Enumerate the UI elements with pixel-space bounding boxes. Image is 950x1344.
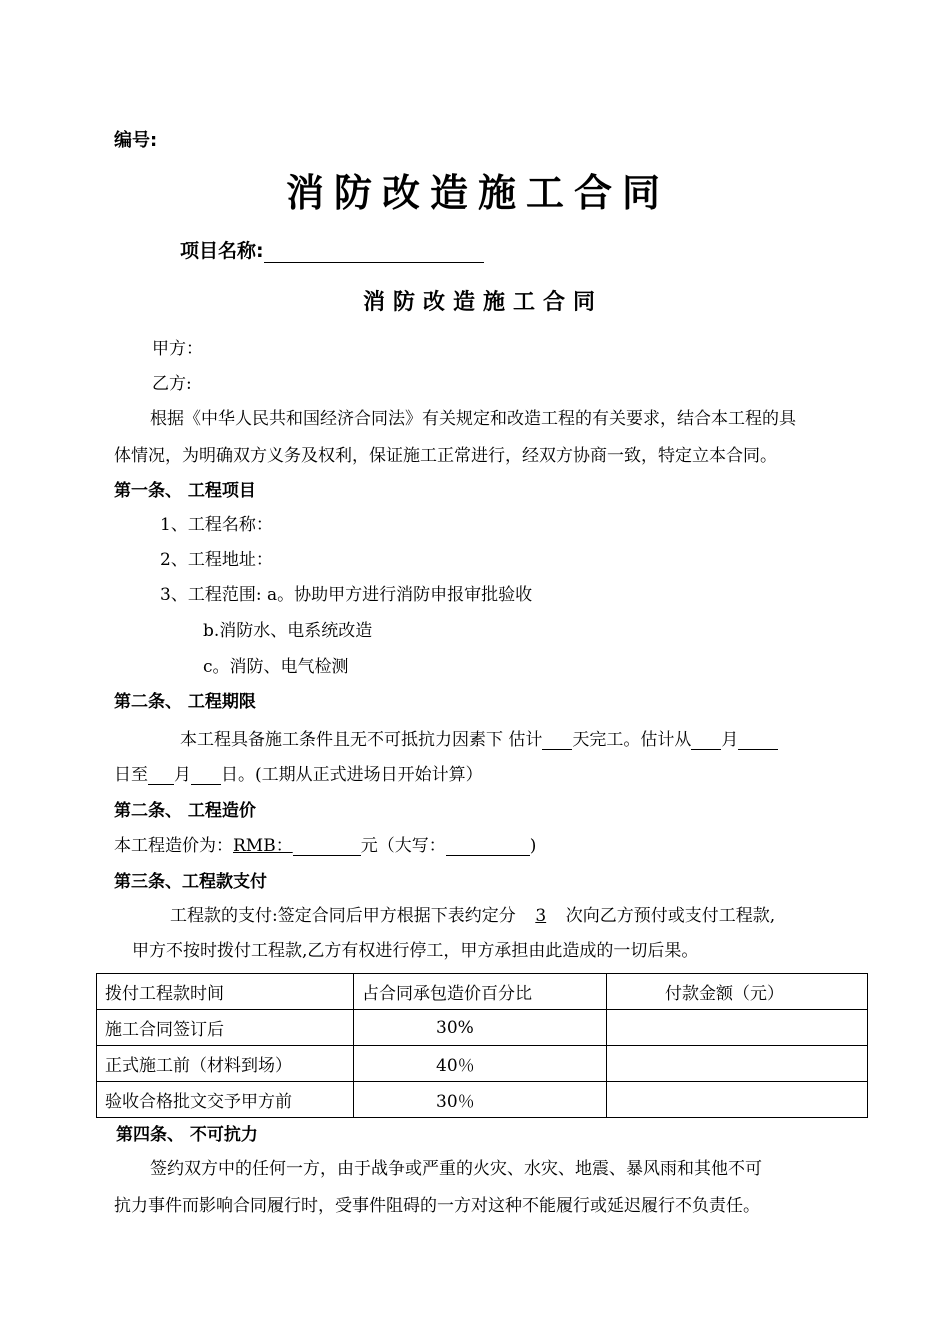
article-1-item-3c: c。消防、电气检测 bbox=[203, 657, 349, 677]
article-1-item-3b: b.消防水、电系统改造 bbox=[203, 621, 373, 641]
project-name-blank bbox=[264, 244, 484, 263]
article-3-line-2: 甲方不按时拨付工程款,乙方有权进行停工，甲方承担由此造成的一切后果。 bbox=[132, 941, 699, 961]
start-month-blank bbox=[691, 731, 721, 750]
article-1-item-1: 1、工程名称： bbox=[160, 515, 273, 535]
cost-prefix: 本工程造价为： bbox=[114, 836, 233, 856]
article-1-item-2: 2、工程地址： bbox=[160, 550, 273, 570]
article-4-line-2: 抗力事件而影响合同履行时，受事件阻碍的一方对这种不能履行或延迟履行不负责任。 bbox=[114, 1196, 760, 1216]
party-b: 乙方: bbox=[152, 374, 192, 394]
table-row bbox=[97, 1010, 868, 1046]
article-3-heading: 第三条、工程款支付 bbox=[114, 872, 267, 892]
payment-text-b: 次向乙方预付或支付工程款, bbox=[565, 906, 776, 926]
period-text-d: 日至 bbox=[114, 765, 148, 785]
party-a: 甲方： bbox=[152, 339, 203, 359]
start-day-blank bbox=[738, 731, 778, 750]
intro-line-1: 根据《中华人民共和国经济合同法》有关规定和改造工程的有关要求，结合本工程的具 bbox=[150, 409, 796, 429]
table-cell bbox=[607, 1082, 868, 1118]
table-row bbox=[97, 1082, 868, 1118]
table-cell: 验收合格批文交予甲方前 bbox=[97, 1082, 354, 1118]
contract-title: 消防改造施工合同 bbox=[286, 171, 671, 215]
header-cell: 占合同承包造价百分比 bbox=[354, 974, 607, 1010]
article-3-line-1 bbox=[170, 906, 775, 926]
end-month-blank bbox=[148, 766, 174, 785]
period-text-e: 月 bbox=[174, 765, 191, 785]
payment-text-a: 工程款的支付:签定合同后甲方根据下表约定分 bbox=[170, 906, 516, 926]
table-row bbox=[97, 1046, 868, 1082]
cost-words-blank bbox=[446, 837, 530, 856]
table-cell: 施工合同签订后 bbox=[97, 1010, 354, 1046]
cost-close: ) bbox=[529, 836, 537, 856]
cost-rmb: RMB： bbox=[233, 836, 293, 856]
project-name-label: 项目名称: bbox=[180, 240, 264, 262]
article-2-line-2 bbox=[114, 765, 483, 785]
article-2-heading: 第二条、 工程期限 bbox=[114, 692, 256, 712]
table-header-row bbox=[97, 974, 868, 1010]
table-cell: 40％ bbox=[354, 1046, 607, 1082]
table-cell bbox=[607, 1046, 868, 1082]
article-2b-heading: 第二条、 工程造价 bbox=[114, 801, 256, 821]
period-text-c: 月 bbox=[721, 730, 739, 750]
header-cell: 拨付工程款时间 bbox=[97, 974, 354, 1010]
period-text-b: 天完工。估计从 bbox=[572, 730, 692, 750]
project-name-row bbox=[180, 236, 484, 263]
article-4-line-1: 签约双方中的任何一方，由于战争或严重的火灾、水灾、地震、暴风雨和其他不可 bbox=[150, 1159, 762, 1179]
doc-number-label: 编号: bbox=[114, 130, 158, 151]
cost-unit: 元（大写： bbox=[360, 836, 446, 856]
table-cell: 正式施工前（材料到场） bbox=[97, 1046, 354, 1082]
cost-amount-blank bbox=[293, 837, 361, 856]
end-day-blank bbox=[191, 766, 221, 785]
period-text-f: 日。(工期从正式进场日开始计算） bbox=[221, 765, 483, 785]
installments-value: 3 bbox=[535, 906, 547, 926]
article-2-line-1 bbox=[180, 730, 778, 750]
payment-table bbox=[96, 973, 868, 1118]
article-1-heading: 第一条、 工程项目 bbox=[114, 481, 256, 501]
table-cell bbox=[607, 1010, 868, 1046]
table-cell: 30% bbox=[354, 1010, 607, 1046]
header-cell: 付款金额（元） bbox=[607, 974, 868, 1010]
table-cell: 30％ bbox=[354, 1082, 607, 1118]
intro-line-2: 体情况，为明确双方义务及权利，保证施工正常进行，经双方协商一致，特定立本合同。 bbox=[114, 446, 777, 466]
days-blank bbox=[542, 731, 572, 750]
period-text-a: 本工程具备施工条件且无不可抵抗力因素下 估计 bbox=[180, 730, 543, 750]
contract-subtitle: 消防改造施工合同 bbox=[363, 290, 604, 315]
article-4-heading: 第四条、 不可抗力 bbox=[116, 1125, 258, 1145]
article-2b-cost-line bbox=[114, 836, 536, 856]
article-1-item-3: 3、工程范围: a。协助甲方进行消防申报审批验收 bbox=[160, 585, 533, 605]
